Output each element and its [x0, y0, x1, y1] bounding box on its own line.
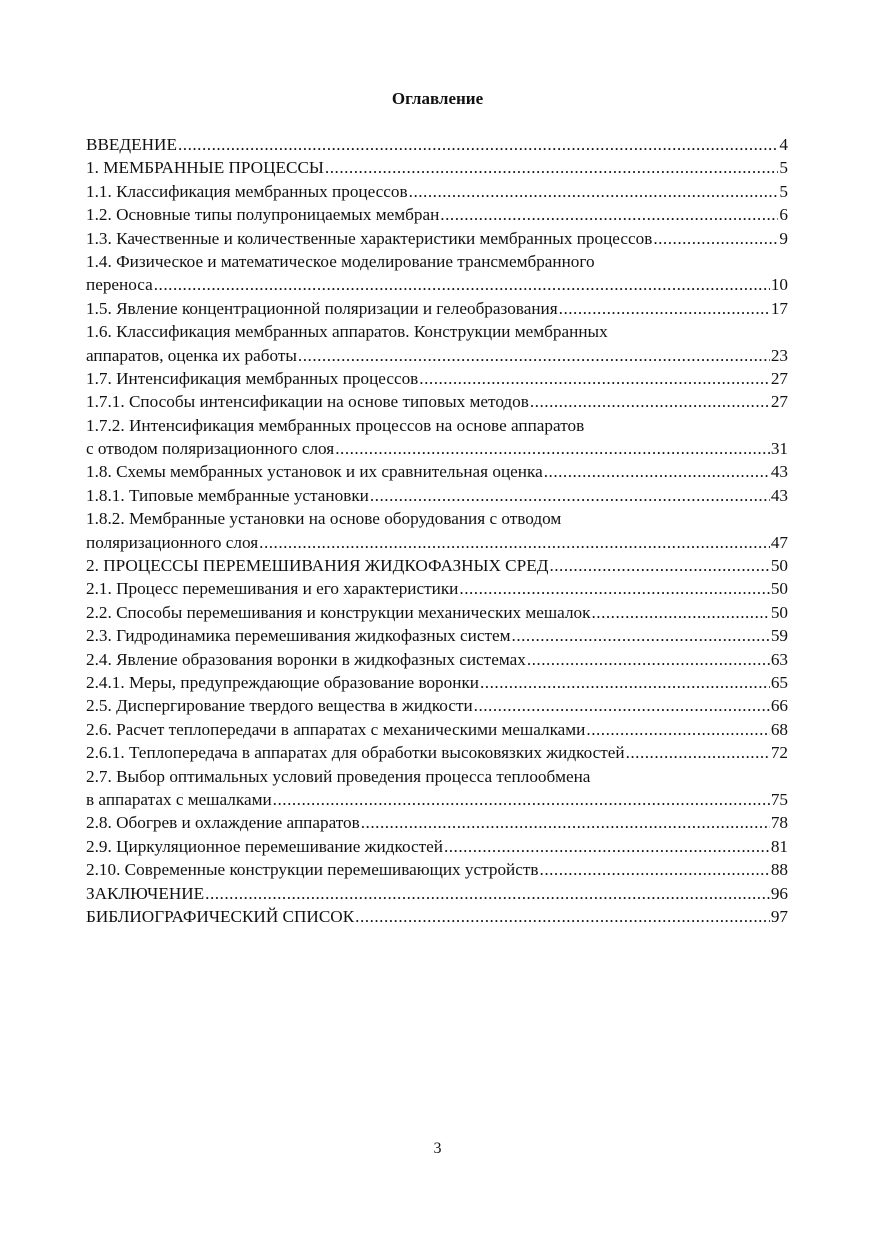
- toc-dot-leader: [540, 858, 770, 881]
- toc-entry-page: 66: [770, 696, 788, 716]
- toc-entry[interactable]: [86, 203, 788, 226]
- toc-entry[interactable]: [86, 788, 788, 811]
- toc-entry-page: 6: [779, 205, 788, 225]
- toc-entry-label: с отводом поляризационного слоя: [86, 439, 335, 459]
- toc-dot-leader: [273, 788, 770, 811]
- toc-entry-page: 27: [770, 392, 788, 412]
- toc-dot-leader: [544, 460, 770, 483]
- toc-entry-label: 2.9. Циркуляционное перемешивание жидкостей: [86, 836, 443, 856]
- toc-entry[interactable]: [86, 577, 788, 600]
- toc-entry-label: аппаратов, оценка их работы: [86, 345, 297, 365]
- toc-entry-page: 10: [770, 275, 788, 295]
- toc-entry-label: 1.2. Основные типы полупроницаемых мембран: [86, 205, 440, 225]
- toc-dot-leader: [527, 648, 770, 671]
- toc-entry[interactable]: [86, 460, 788, 483]
- toc-entry[interactable]: [86, 133, 788, 156]
- toc-dot-leader: [530, 390, 770, 413]
- toc-entry[interactable]: [86, 484, 788, 507]
- toc-entry-label: 1.7.2. Интенсификация мембранных процессов на основе аппаратов: [86, 415, 585, 435]
- toc-entry-label: 1.4. Физическое и математическое моделирование трансмембранного: [86, 251, 595, 271]
- toc-entry-page: 43: [770, 462, 788, 482]
- toc-dot-leader: [444, 835, 770, 858]
- toc-dot-leader: [480, 671, 770, 694]
- toc-dot-leader: [370, 484, 770, 507]
- toc-dot-leader: [355, 905, 770, 928]
- toc-entry[interactable]: [86, 437, 788, 460]
- toc-entry-label: 2.6. Расчет теплопередачи в аппаратах с механическими мешалками: [86, 719, 586, 739]
- toc-entry-label: 1.7.1. Способы интенсификации на основе типовых методов: [86, 392, 529, 412]
- toc-entry-page: 50: [770, 579, 788, 599]
- toc-entry-page: 72: [770, 743, 788, 763]
- toc-entry-page: 17: [770, 298, 788, 318]
- toc-entry-page: 88: [770, 860, 788, 880]
- toc-dot-leader: [178, 133, 778, 156]
- toc-entry-label: 1.1. Классификация мембранных процессов: [86, 181, 408, 201]
- table-of-contents: [86, 133, 788, 928]
- toc-entry-page: 63: [770, 649, 788, 669]
- toc-entry[interactable]: [86, 344, 788, 367]
- toc-entry-page: 68: [770, 719, 788, 739]
- page-title: Оглавление: [391, 89, 484, 108]
- toc-dot-leader: [459, 577, 769, 600]
- toc-entry-label: 2.10. Современные конструкции перемешивающих устройств: [86, 860, 539, 880]
- toc-dot-leader: [419, 367, 770, 390]
- toc-entry[interactable]: [86, 390, 788, 413]
- toc-dot-leader: [409, 180, 779, 203]
- toc-entry[interactable]: [86, 601, 788, 624]
- toc-entry[interactable]: [86, 227, 788, 250]
- toc-dot-leader: [512, 624, 770, 647]
- toc-entry-page: 31: [770, 439, 788, 459]
- toc-entry-page: 75: [770, 789, 788, 809]
- toc-entry-page: 50: [770, 556, 788, 576]
- toc-entry[interactable]: [86, 835, 788, 858]
- toc-entry-label: 2.8. Обогрев и охлаждение аппаратов: [86, 813, 360, 833]
- toc-entry-page: 5: [779, 181, 788, 201]
- page-number: 3: [433, 1140, 442, 1157]
- toc-entry-page: 50: [770, 602, 788, 622]
- toc-dot-leader: [549, 554, 769, 577]
- toc-entry[interactable]: [86, 531, 788, 554]
- toc-entry-label: 2.6.1. Теплопередача в аппаратах для обработки высоковязких жидкостей: [86, 743, 625, 763]
- toc-entry-page: 97: [770, 906, 788, 926]
- toc-dot-leader: [626, 741, 770, 764]
- toc-entry-label: 2.5. Диспергирование твердого вещества в жидкости: [86, 696, 473, 716]
- toc-entry[interactable]: [86, 180, 788, 203]
- toc-entry[interactable]: [86, 694, 788, 717]
- toc-entry-page: 78: [770, 813, 788, 833]
- toc-entry[interactable]: [86, 858, 788, 881]
- toc-entry-label: в аппаратах с мешалками: [86, 789, 272, 809]
- toc-entry-page: 43: [770, 485, 788, 505]
- toc-dot-leader: [154, 273, 770, 296]
- toc-entry-label: 2.4. Явление образования воронки в жидкофазных системах: [86, 649, 526, 669]
- toc-dot-leader: [591, 601, 769, 624]
- toc-entry-page: 9: [779, 228, 788, 248]
- toc-entry[interactable]: [86, 367, 788, 390]
- toc-entry[interactable]: [86, 882, 788, 905]
- toc-entry-label: 1.8.2. Мембранные установки на основе оборудования с отводом: [86, 509, 562, 529]
- toc-entry[interactable]: [86, 718, 788, 741]
- toc-entry-label: 1.3. Качественные и количественные характеристики мембранных процессов: [86, 228, 653, 248]
- toc-entry[interactable]: [86, 624, 788, 647]
- toc-entry-label: ЗАКЛЮЧЕНИЕ: [86, 883, 205, 903]
- toc-entry-label: 1.8. Схемы мембранных установок и их сравнительная оценка: [86, 462, 543, 482]
- toc-entry[interactable]: [86, 811, 788, 834]
- toc-entry[interactable]: [86, 320, 788, 343]
- toc-dot-leader: [653, 227, 778, 250]
- toc-entry-label: БИБЛИОГРАФИЧЕСКИЙ СПИСОК: [86, 906, 355, 926]
- toc-entry-label: 2.4.1. Меры, предупреждающие образование воронки: [86, 672, 479, 692]
- toc-dot-leader: [335, 437, 770, 460]
- toc-dot-leader: [440, 203, 778, 226]
- toc-entry-label: 1.5. Явление концентрационной поляризации и гелеобразования: [86, 298, 558, 318]
- toc-entry[interactable]: [86, 507, 788, 530]
- toc-entry[interactable]: [86, 273, 788, 296]
- toc-entry-label: 1. МЕМБРАННЫЕ ПРОЦЕССЫ: [86, 158, 324, 178]
- toc-entry-page: 96: [770, 883, 788, 903]
- toc-entry[interactable]: [86, 671, 788, 694]
- toc-entry[interactable]: [86, 765, 788, 788]
- toc-entry-page: 5: [779, 158, 788, 178]
- toc-entry-page: 27: [770, 368, 788, 388]
- toc-entry-page: 81: [770, 836, 788, 856]
- toc-entry[interactable]: [86, 414, 788, 437]
- toc-dot-leader: [205, 882, 770, 905]
- toc-dot-leader: [586, 718, 769, 741]
- toc-entry-page: 23: [770, 345, 788, 365]
- toc-dot-leader: [361, 811, 770, 834]
- toc-entry[interactable]: [86, 156, 788, 179]
- toc-dot-leader: [325, 156, 778, 179]
- toc-entry-page: 59: [770, 626, 788, 646]
- toc-entry-label: переноса: [86, 275, 153, 295]
- toc-entry-label: 2. ПРОЦЕССЫ ПЕРЕМЕШИВАНИЯ ЖИДКОФАЗНЫХ СРЕД: [86, 556, 549, 576]
- toc-entry[interactable]: [86, 250, 788, 273]
- toc-entry-label: 2.7. Выбор оптимальных условий проведения процесса теплообмена: [86, 766, 591, 786]
- toc-entry[interactable]: [86, 297, 788, 320]
- toc-entry-page: 65: [770, 672, 788, 692]
- toc-dot-leader: [298, 344, 770, 367]
- toc-entry-label: 1.8.1. Типовые мембранные установки: [86, 485, 369, 505]
- toc-entry-page: 4: [779, 135, 788, 154]
- toc-entry[interactable]: [86, 648, 788, 671]
- toc-dot-leader: [259, 531, 770, 554]
- toc-entry-label: 2.3. Гидродинамика перемешивания жидкофазных систем: [86, 626, 511, 646]
- toc-entry-label: ВВЕДЕНИЕ: [86, 135, 177, 154]
- toc-entry[interactable]: [86, 741, 788, 764]
- toc-entry[interactable]: [86, 554, 788, 577]
- toc-entry-page: 47: [770, 532, 788, 552]
- toc-entry-label: поляризационного слоя: [86, 532, 259, 552]
- toc-entry-label: 1.7. Интенсификация мембранных процессов: [86, 368, 419, 388]
- toc-entry-label: 2.1. Процесс перемешивания и его характеристики: [86, 579, 459, 599]
- toc-entry-label: 1.6. Классификация мембранных аппаратов. Конструкции мембранных: [86, 322, 608, 342]
- toc-entry[interactable]: [86, 905, 788, 928]
- toc-entry-label: 2.2. Способы перемешивания и конструкции механических мешалок: [86, 602, 591, 622]
- toc-dot-leader: [474, 694, 770, 717]
- toc-dot-leader: [559, 297, 770, 320]
